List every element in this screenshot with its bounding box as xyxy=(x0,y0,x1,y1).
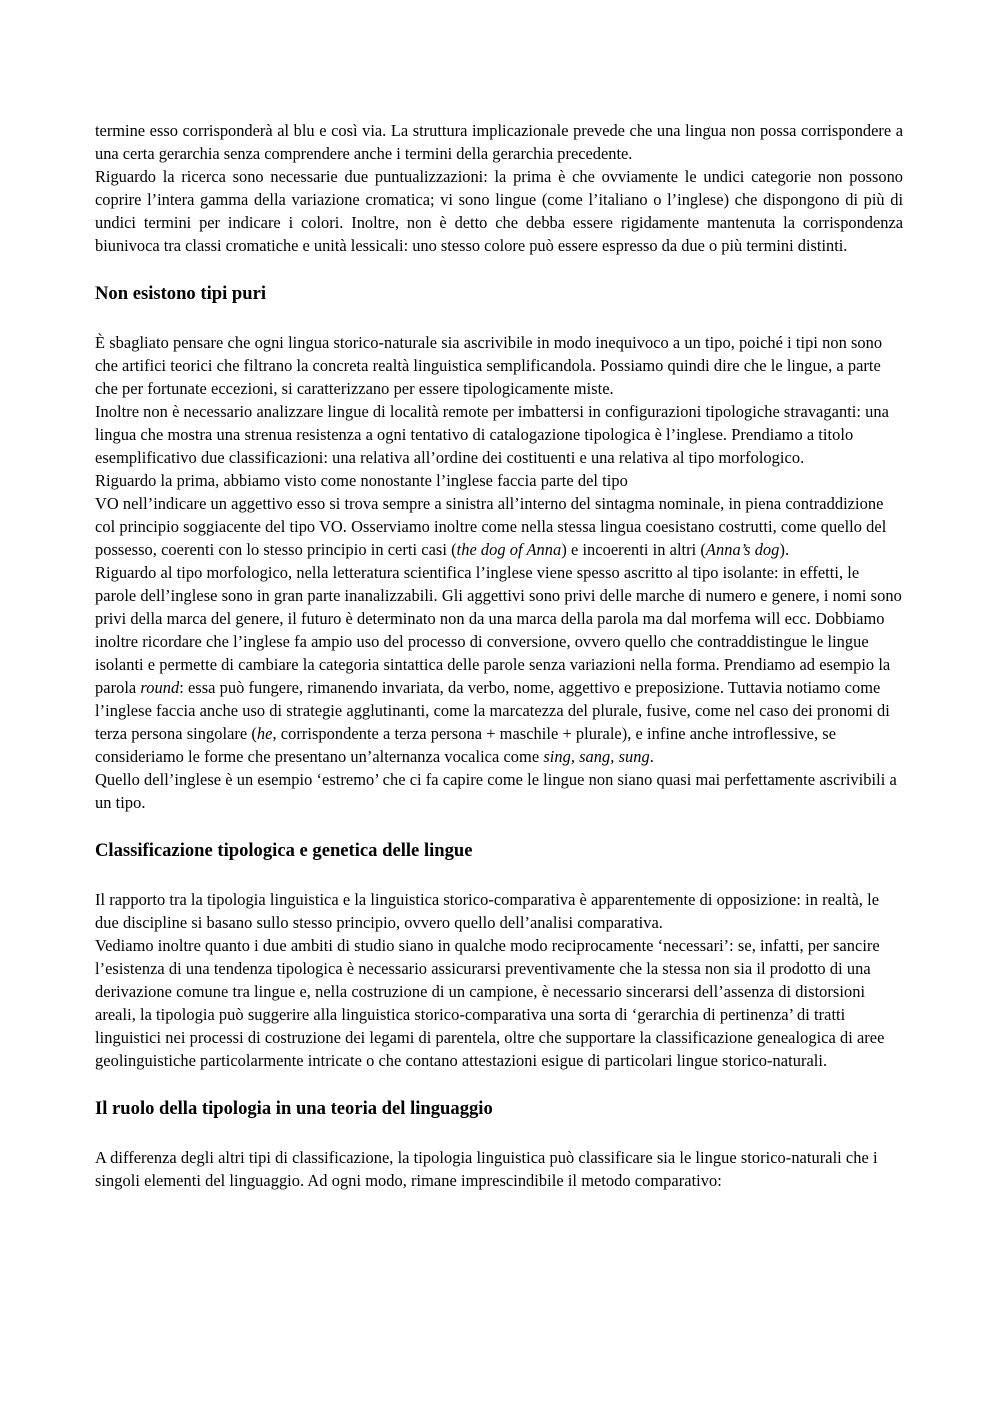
example-the-dog-of-anna: the dog of Anna xyxy=(456,540,562,559)
section1-paragraph-3: Riguardo la prima, abbiamo visto come nonostante l’inglese faccia parte del tipo xyxy=(95,471,628,490)
section1-paragraph-6: Quello dell’inglese è un esempio ‘estremo’ che ci fa capire come le lingue non siano quasi mai perfettamente ascrivibili a un tipo. xyxy=(95,770,897,812)
example-sing-sang-sung: sing, sang, sung xyxy=(543,747,650,766)
section1-paragraph-2: Inoltre non è necessario analizzare lingue di località remote per imbattersi in configurazioni tipologiche stravaganti: una lingua che mostra una strenua resistenza a ogni tentativo di catalogazione tipologica è l’inglese. Prendiamo a titolo esemplificativo due classificazioni: una relativa all’ordine dei costituenti e una relativa al tipo morfologico. xyxy=(95,402,889,467)
section2-paragraph-2: Vediamo inoltre quanto i due ambiti di studio siano in qualche modo reciprocamente ‘necessari’: se, infatti, per sancire l’esistenza di una tendenza tipologica è necessario assicurarsi preventivamente che la stessa non sia il prodotto di una derivazione comune tra lingue e, nella costruzione di un campione, è necessario sincerarsi dell’assenza di distorsioni areali, la tipologia può suggerire alla linguistica storico-comparativa una sorta di ‘gerarchia di pertinenza’ di tratti linguistici nei processi di costruzione dei legami di parentela, oltre che supportare la classificazione genealogica di aree geolinguistiche particolarmente intricate o che contano attestazioni esigue di particolari lingue storico-naturali. xyxy=(95,936,885,1070)
section-heading-tipi-puri: Non esistono tipi puri xyxy=(95,283,266,304)
section-heading-ruolo-tipologia: Il ruolo della tipologia in una teoria del linguaggio xyxy=(95,1098,493,1119)
example-round: round xyxy=(140,678,180,697)
example-annas-dog: Anna’s dog xyxy=(705,540,780,559)
section3-paragraph-1: A differenza degli altri tipi di classificazione, la tipologia linguistica può classificare sia le lingue storico-naturali che i singoli elementi del linguaggio. Ad ogni modo, rimane imprescindibile il metodo comparativo: xyxy=(95,1148,878,1190)
example-he: he xyxy=(256,724,273,743)
page-body xyxy=(95,119,903,1192)
section2-paragraph-1: Il rapporto tra la tipologia linguistica e la linguistica storico-comparativa è apparentemente di opposizione: in realtà, le due discipline si basano sullo stesso principio, ovvero quello dell’analisi comparativa. xyxy=(95,890,880,932)
intro-paragraph-1: termine esso corrisponderà al blu e così via. La struttura implicazionale prevede che una lingua non possa corrispondere a una certa gerarchia senza comprendere anche i termini della gerarchia precedente. xyxy=(95,121,903,163)
section1-paragraph-4: VO nell’indicare un aggettivo esso si trova sempre a sinistra all’interno del sintagma nominale, in piena contraddizione col principio soggiacente del tipo VO. Osserviamo inoltre come nella stessa lingua coesistano costrutti, come quello del possesso, coerenti con lo stesso principio in certi casi (the dog of Anna) e incoerenti in altri (Anna’s dog). xyxy=(95,494,887,559)
intro-paragraph-2: Riguardo la ricerca sono necessarie due puntualizzazioni: la prima è che ovviamente le undici categorie non possono coprire l’intera gamma della variazione cromatica; vi sono lingue (come l’italiano o l’inglese) che dispongono di più di undici termini per indicare i colori. Inoltre, non è detto che debba essere rigidamente mantenuta la corrispondenza biunivoca tra classi cromatiche e unità lessicali: uno stesso colore può essere espresso da due o più termini distinti. xyxy=(95,167,903,255)
section1-paragraph-1: È sbagliato pensare che ogni lingua storico-naturale sia ascrivibile in modo inequivoco a un tipo, poiché i tipi non sono che artifici teorici che filtrano la concreta realtà linguistica semplificandola. Possiamo quindi dire che le lingue, a parte che per fortunate eccezioni, si caratterizzano per essere tipologicamente miste. xyxy=(95,333,883,398)
section-heading-classificazione: Classificazione tipologica e genetica delle lingue xyxy=(95,840,473,861)
section1-paragraph-5: Riguardo al tipo morfologico, nella letteratura scientifica l’inglese viene spesso ascritto al tipo isolante: in effetti, le parole dell’inglese sono in gran parte inanalizzabili. Gli aggettivi sono privi delle marche di numero e genere, i nomi sono privi della marca del genere, il futuro è determinato non da una marca della parola ma dal morfema will ecc. Dobbiamo inoltre ricordare che l’inglese fa ampio uso del processo di conversione, ovvero quello che contraddistingue le lingue isolanti e permette di cambiare la categoria sintattica delle parole senza variazioni nella forma. Prendiamo ad esempio la parola round: essa può fungere, rimanendo invariata, da verbo, nome, aggettivo e preposizione. Tuttavia notiamo come l’inglese faccia anche uso di strategie agglutinanti, come la marcatezza del plurale, fusive, come nel caso dei pronomi di terza persona singolare (he, corrispondente a terza persona + maschile + plurale), e infine anche introflessive, se consideriamo le forme che presentano un’alternanza vocalica come sing, sang, sung. xyxy=(95,563,902,766)
